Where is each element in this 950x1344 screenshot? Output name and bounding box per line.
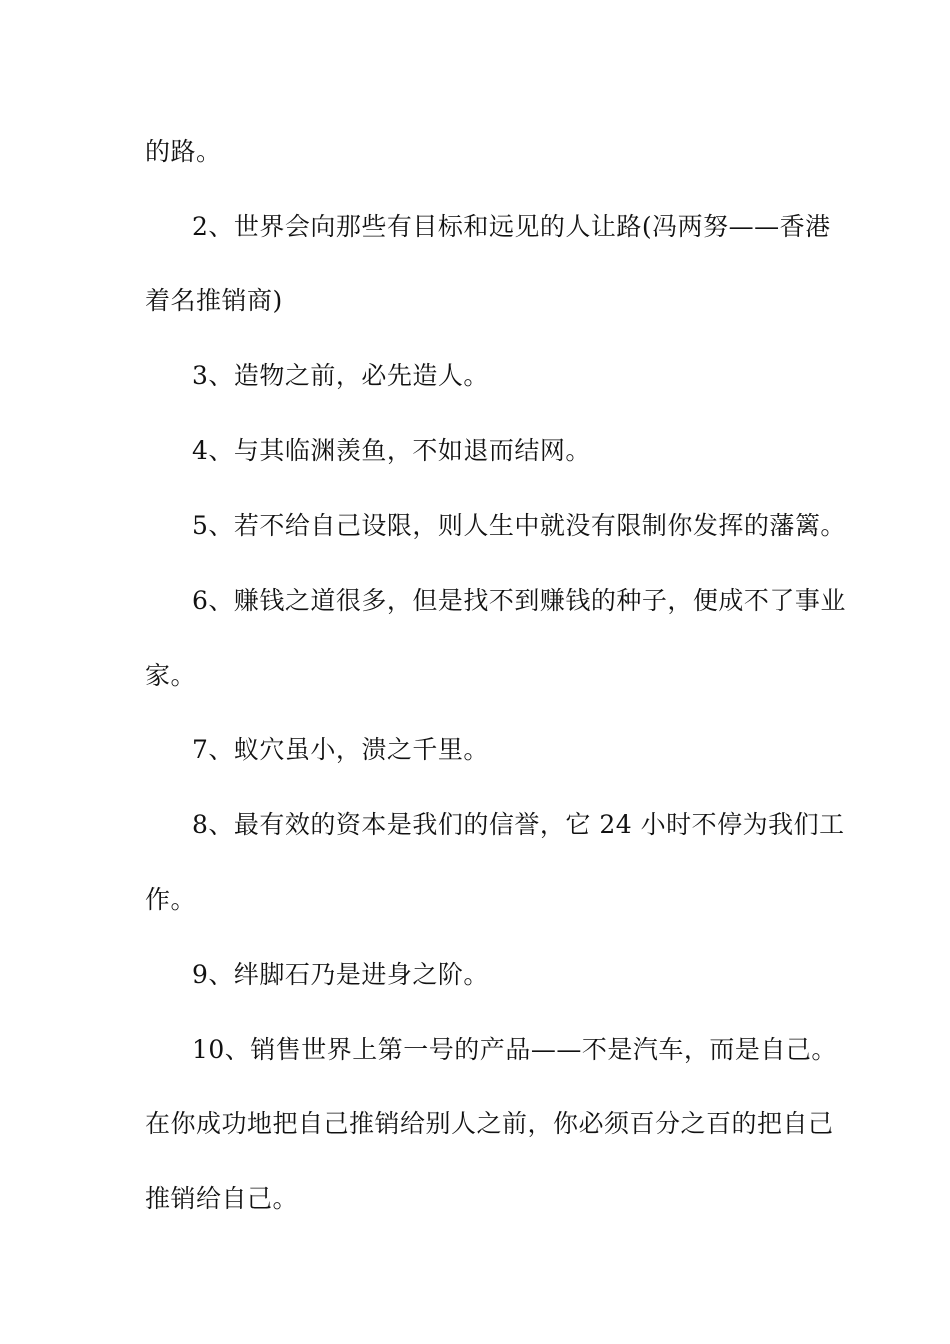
quote-8-line-1: 8、最有效的资本是我们的信誉，它 24 小时不停为我们工 xyxy=(192,810,845,839)
quote-3: 3、造物之前，必先造人。 xyxy=(192,361,489,390)
text-line-continuation: 的路。 xyxy=(145,137,222,166)
quote-5: 5、若不给自己设限，则人生中就没有限制你发挥的藩篱。 xyxy=(192,511,846,540)
quote-2-line-2: 着名推销商) xyxy=(145,286,283,315)
quote-10-line-2: 在你成功地把自己推销给别人之前，你必须百分之百的把自己 xyxy=(145,1109,834,1138)
quote-4: 4、与其临渊羡鱼，不如退而结网。 xyxy=(192,436,591,465)
quote-2-line-1: 2、世界会向那些有目标和远见的人让路(冯两努——香港 xyxy=(192,212,831,241)
quote-10-line-1: 10、销售世界上第一号的产品——不是汽车，而是自己。 xyxy=(192,1035,837,1064)
quote-6-line-1: 6、赚钱之道很多，但是找不到赚钱的种子，便成不了事业 xyxy=(192,586,846,615)
quote-9: 9、绊脚石乃是进身之阶。 xyxy=(192,960,489,989)
quote-10-line-3: 推销给自己。 xyxy=(145,1184,299,1213)
quote-7: 7、蚁穴虽小，溃之千里。 xyxy=(192,735,489,764)
quote-6-line-2: 家。 xyxy=(145,661,197,690)
quote-8-line-2: 作。 xyxy=(145,885,197,914)
